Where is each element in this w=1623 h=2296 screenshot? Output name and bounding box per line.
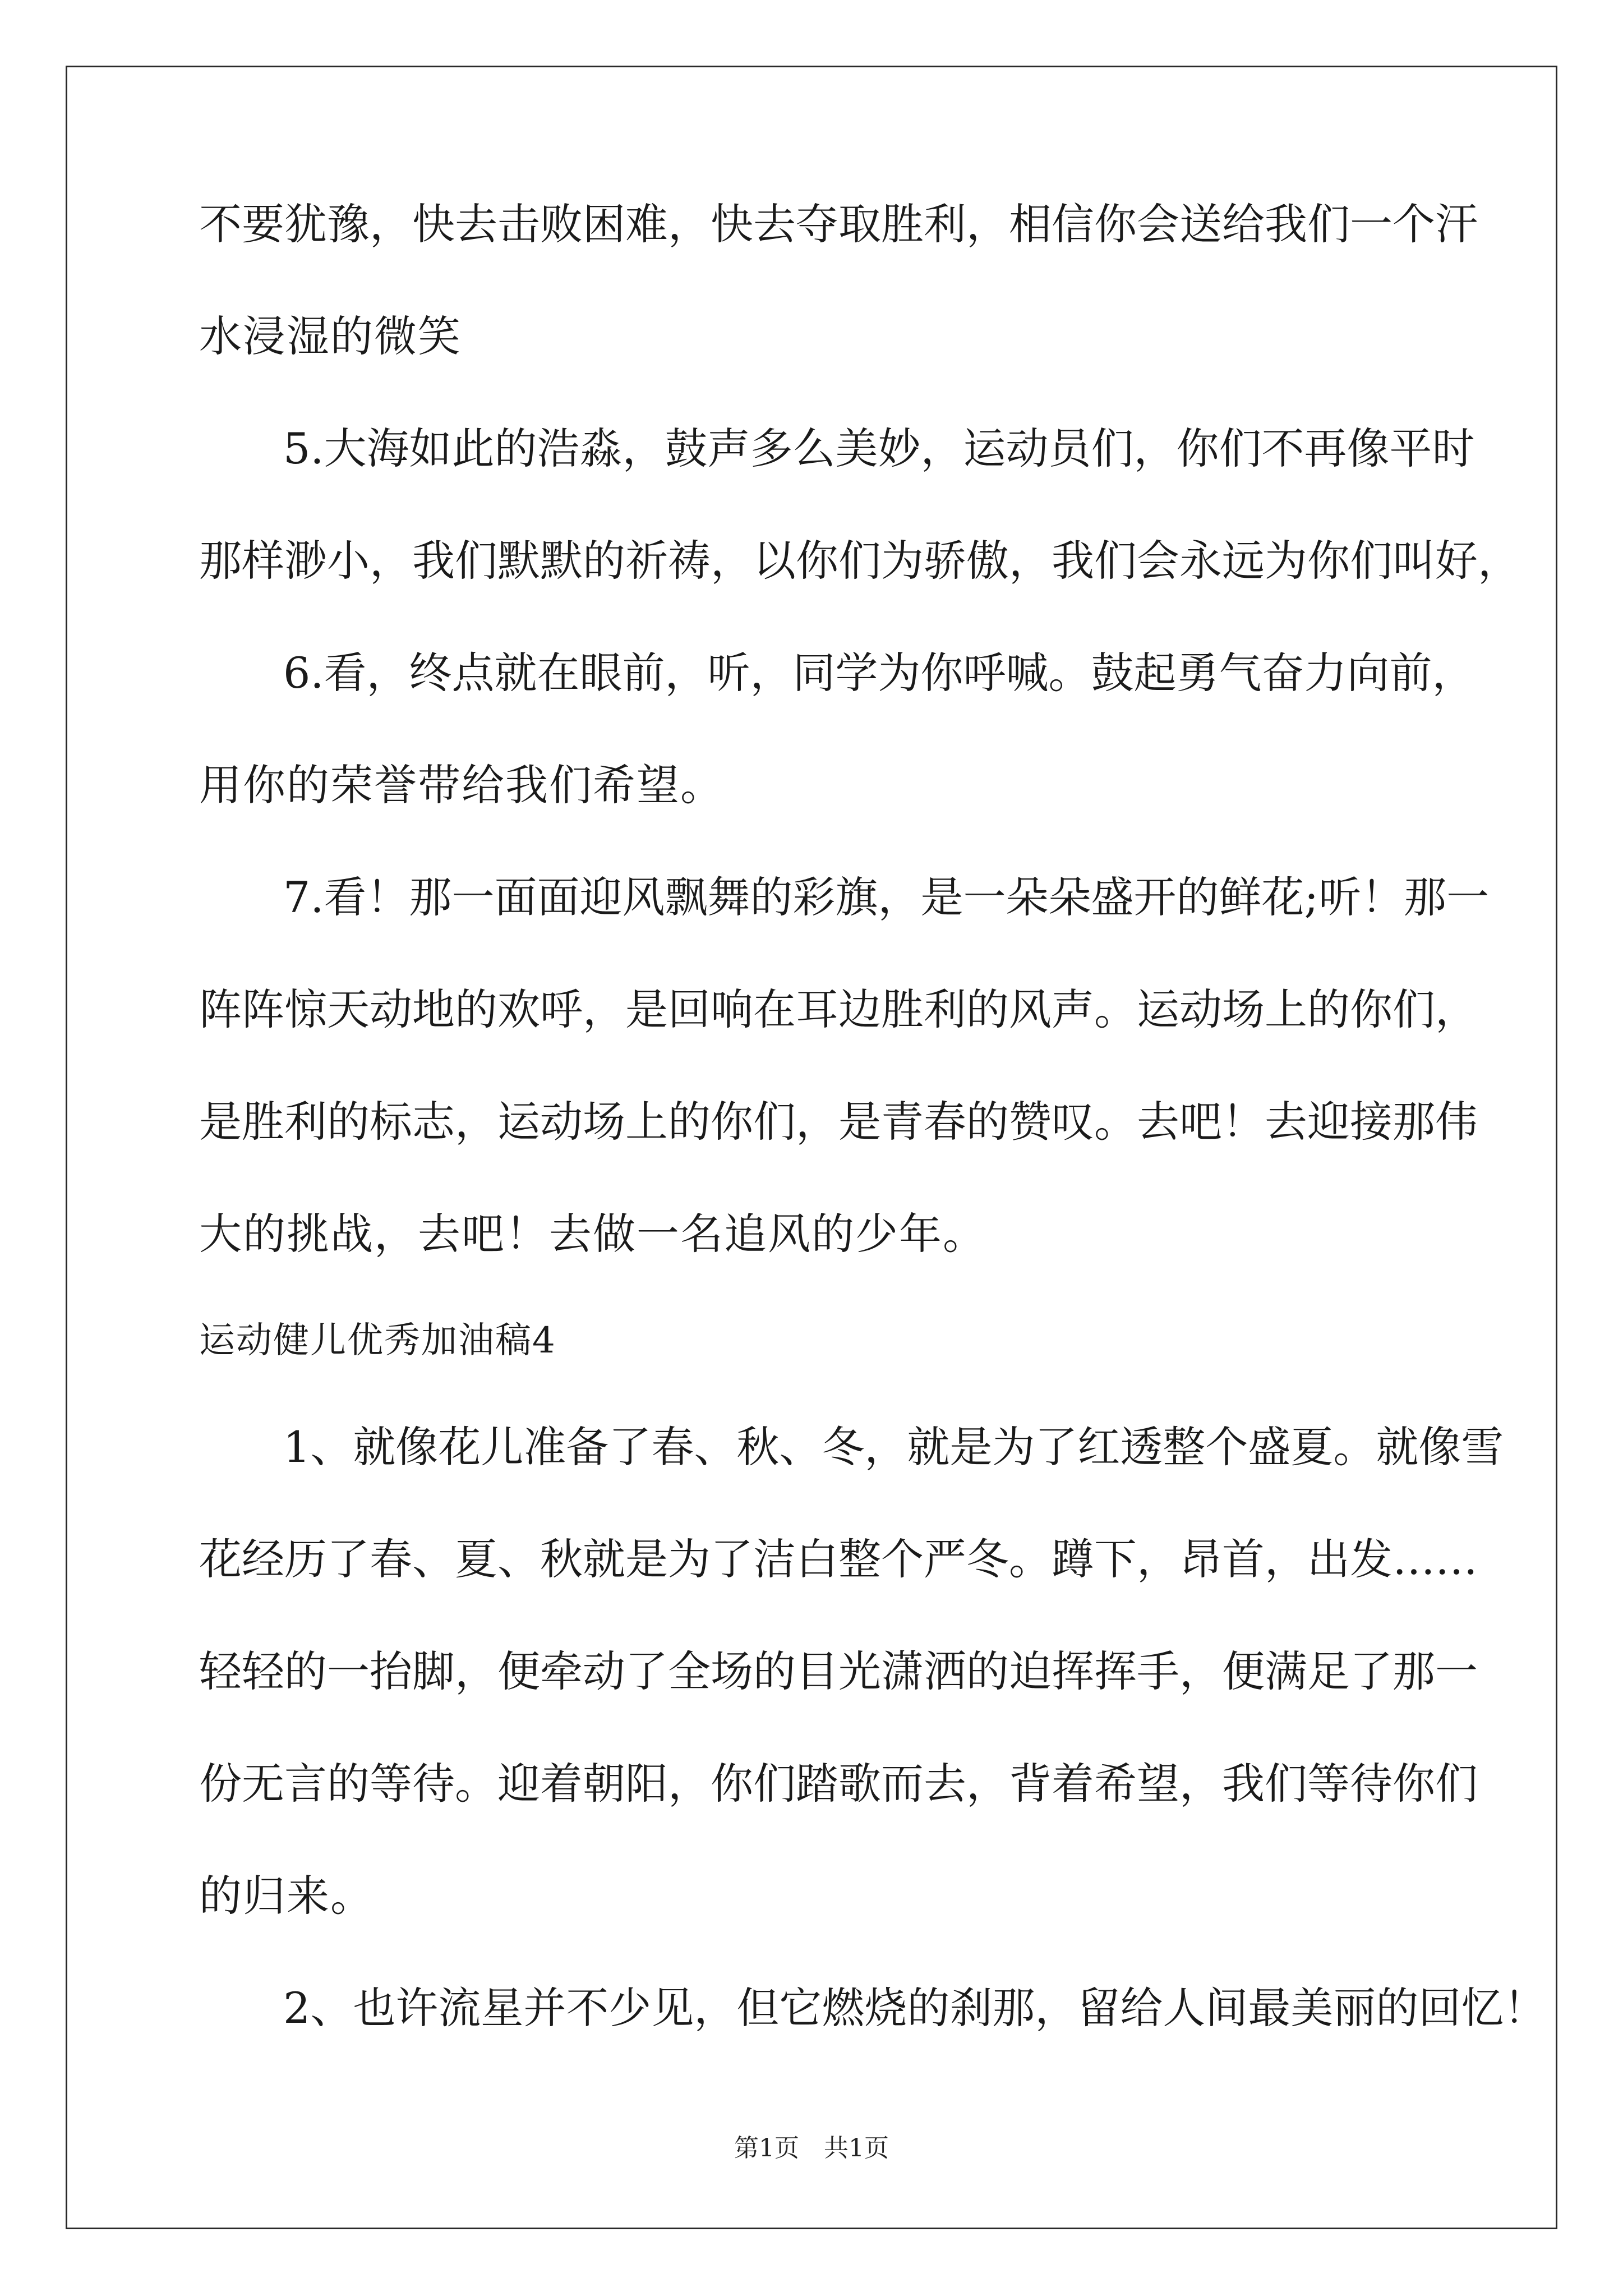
text-line: 轻轻的一抬脚，便牵动了全场的目光潇洒的迫挥挥手，便满足了那一 bbox=[199, 1646, 1478, 1696]
text-line: 不要犹豫，快去击败困难，快去夺取胜利，相信你会送给我们一个汗 bbox=[199, 199, 1478, 249]
text-line: 那样渺小，我们默默的祈祷，以你们为骄傲，我们会永远为你们叫好， bbox=[199, 536, 1520, 586]
text-line: 5.大海如此的浩淼，鼓声多么美妙，运动员们，你们不再像平时 bbox=[283, 424, 1475, 473]
text-line: 1、就像花儿准备了春、秋、冬，就是为了红透整个盛夏。就像雪 bbox=[283, 1422, 1504, 1472]
text-line: 6.看，终点就在眼前，听，同学为你呼喊。鼓起勇气奋力向前， bbox=[283, 648, 1475, 698]
text-line: 花经历了春、夏、秋就是为了洁白整个严冬。蹲下，昂首，出发…… bbox=[199, 1534, 1478, 1584]
text-line: 水浸湿的微笑 bbox=[199, 311, 462, 361]
text-line: 阵阵惊天动地的欢呼，是回响在耳边胜利的风声。运动场上的你们， bbox=[199, 984, 1478, 1034]
text-line: 用你的荣誉带给我们希望。 bbox=[199, 760, 724, 810]
text-line: 2、也许流星并不少见，但它燃烧的刹那，留给人间最美丽的回忆！ bbox=[283, 1983, 1547, 2033]
text-line: 的归来。 bbox=[199, 1871, 374, 1921]
text-line: 7.看！那一面面迎风飘舞的彩旗，是一朵朵盛开的鲜花;听！那一 bbox=[283, 872, 1490, 922]
section-heading: 运动健儿优秀加油稿4 bbox=[199, 1320, 556, 1361]
text-line: 是胜利的标志，运动场上的你们，是青春的赞叹。去吧！去迎接那伟 bbox=[199, 1097, 1478, 1147]
page-footer: 第1页 共1页 bbox=[734, 2134, 889, 2162]
text-line: 份无言的等待。迎着朝阳，你们踏歌而去，背着希望，我们等待你们 bbox=[199, 1759, 1478, 1809]
text-line: 大的挑战，去吧！去做一名追风的少年。 bbox=[199, 1209, 986, 1259]
